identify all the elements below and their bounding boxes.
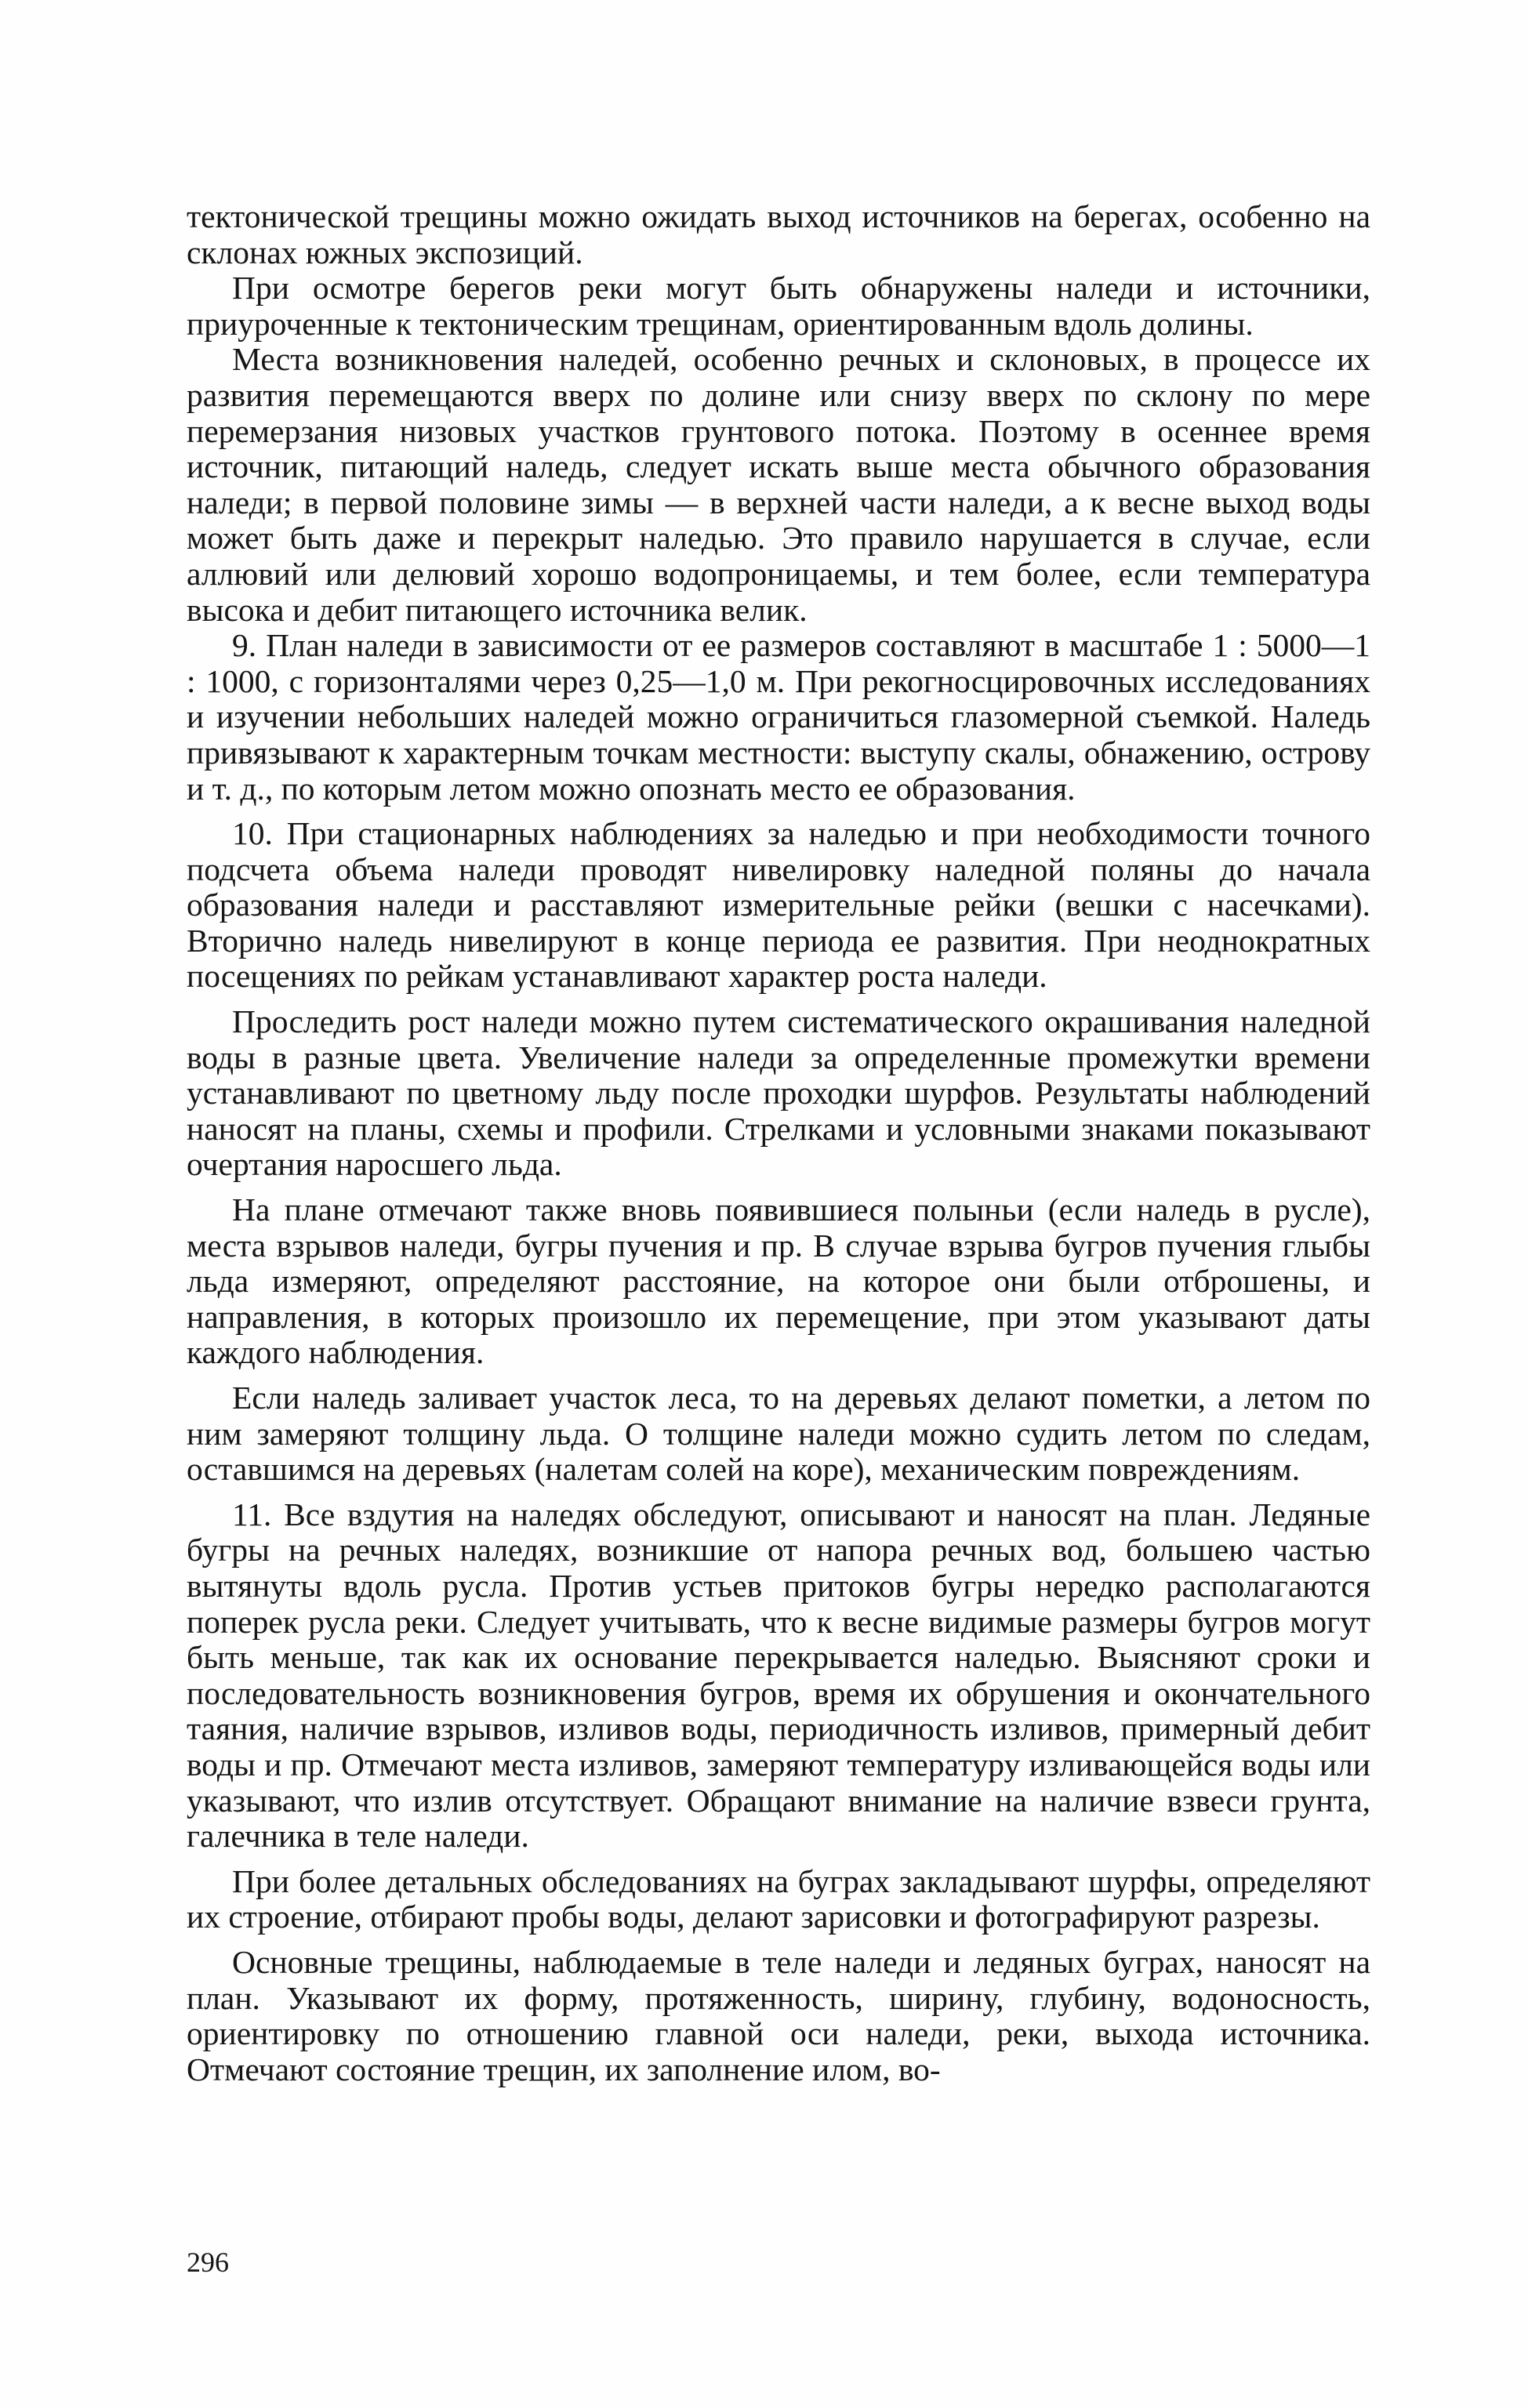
paragraph-forest-icing: Если наледь заливает участок леса, то на деревьях делают пометки, а летом по ним замеряют толщину льда. О толщине наледи можно судить летом по следам, оставшимся на деревьях (налетам солей на коре), механическим повреждениям. [187,1380,1370,1488]
paragraph-plan-marks: На плане отмечают также вновь появившиеся полыньи (если наледь в русле), места взрывов наледи, бугры пучения и пр. В случае взрыва бугров пучения глыбы льда измеряют, определяют расстояние, на которое они были отброшены, и направления, в которых произошло их перемещение, при этом указывают даты каждого наблюдения. [187,1191,1370,1371]
paragraph-icing-origin: Места возникновения наледей, особенно речных и склоновых, в процессе их развития перемещаются вверх по долине или снизу вверх по склону по мере перемерзания низовых участков грунтового потока. Поэтому в осеннее время источник, питающий наледь, следует искать выше места обычного образования наледи; в первой половине зимы — в верхней части наледи, а к весне выход воды может быть даже и перекрыт наледью. Это правило нарушается в случае, если аллювий или делювий хорошо водопроницаемы, и тем более, если температура высока и дебит питающего источника велик. [187,341,1370,628]
paragraph-item-11: 11. Все вздутия на наледях обследуют, описывают и наносят на план. Ледяные бугры на речных наледях, возникшие от напора речных вод, большею частью вытянуты вдоль русла. Против устьев притоков бугры нередко располагаются поперек русла реки. Следует учитывать, что к весне видимые размеры бугров могут быть меньше, так как их основание перекрывается наледью. Выясняют сроки и последовательность возникновения бугров, время их обрушения и окончательного таяния, наличие взрывов, изливов воды, периодичность изливов, примерный дебит воды и пр. Отмечают места изливов, замеряют температуру изливающейся воды или указывают, что излив отсутствует. Обращают внимание на наличие взвеси грунта, галечника в теле наледи. [187,1496,1370,1855]
paragraph-riverbank-inspection: При осмотре берегов реки могут быть обнаружены наледи и источники, приуроченные к тектоническим трещинам, ориентированным вдоль долины. [187,270,1370,342]
paragraph-item-9: 9. План наледи в зависимости от ее размеров составляют в масштабе 1 : 5000—1 : 1000, с горизонталями через 0,25—1,0 м. При рекогносцировочных исследованиях и изучении небольших наледей можно ограничиться глазомерной съемкой. Наледь привязывают к характерным точкам местности: выступу скалы, обнажению, острову и т. д., по которым летом можно опознать место ее образования. [187,627,1370,807]
paragraph-continuation: тектонической трещины можно ожидать выход источников на берегах, особенно на склонах южных экспозиций. [187,198,1370,270]
paragraph-growth-tracking: Проследить рост наледи можно путем систематического окрашивания наледной воды в разные цвета. Увеличение наледи за определенные промежутки времени устанавливают по цветному льду после проходки шурфов. Результаты наблюдений наносят на планы, схемы и профили. Стрелками и условными знаками показывают очертания наросшего льда. [187,1003,1370,1183]
paragraph-item-10: 10. При стационарных наблюдениях за наледью и при необходимости точного подсчета объема наледи проводят нивелировку наледной поляны до начала образования наледи и расставляют измерительные рейки (вешки с насечками). Вторично наледь нивелируют в конце периода ее развития. При неоднократных посещениях по рейкам устанавливают характер роста наледи. [187,815,1370,995]
page-number: 296 [187,2247,229,2278]
paragraph-main-cracks: Основные трещины, наблюдаемые в теле наледи и ледяных буграх, наносят на план. Указывают их форму, протяженность, ширину, глубину, водоносность, ориентировку по отношению главной оси наледи, реки, выхода источника. Отмечают состояние трещин, их заполнение илом, во- [187,1943,1370,2087]
body-text [187,199,1370,2087]
paragraph-detailed-survey: При более детальных обследованиях на буграх закладывают шурфы, определяют их строение, отбирают пробы воды, делают зарисовки и фотографируют разрезы. [187,1862,1370,1935]
